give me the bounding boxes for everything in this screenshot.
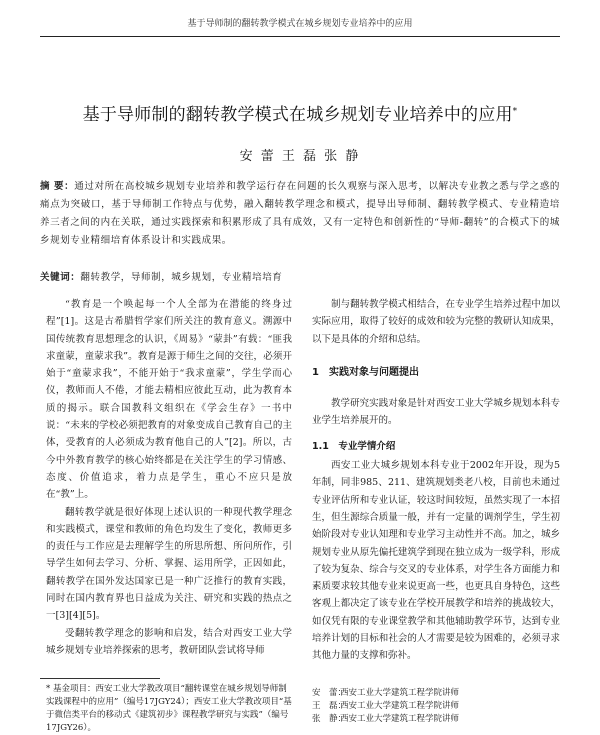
section-heading: 1 实践对象与问题提出 [312,366,419,378]
author-bio: 王 磊：西安工业大学建筑工程学院讲师 [312,701,460,711]
abstract [40,178,560,250]
body-paragraph: 受翻转教学理念的影响和启发，结合对西安工业大学城乡规划专业培养探索的思考，教研团队尝试将导师 [46,627,292,656]
body-paragraph: 教学研究实践对象是针对西安工业大学城乡规划本科专业学生培养展开的。 [312,398,560,427]
subsection-heading: 1.1 专业学情介绍 [312,440,396,452]
title-footnote-mark: * [512,106,518,117]
keywords-text: 翻转教学，导师制，城乡规划，专业精培培育 [80,272,283,283]
keywords [40,270,560,286]
footnote: * 基金项目：西安工业大学教改项目“翻转课堂在城乡规划导师制实践课程中的应用”（编号17JGY24）；西安工业大学教改项目“基于微信类平台的移动式《建筑初步》课程教学研究与实践”（编号17JGY26）。 [46,684,292,733]
abstract-text: 通过对所在高校城乡规划专业培养和教学运行存在问题的长久观察与深入思考，以解决专业教之悉与学之惑的痛点为突破口，基于导师制工作特点与优势，融入翻转教学理念和模式，提导出导师制、翻转教学模式、专业精造培养三者之间的内在关联，通过实践探索和积累形成了具有成效，又有一定特色和创新性的“导师-翻转”的合模式下的城乡规划专业精细培育体系设计和实践成果。 [40,181,560,246]
body-paragraph: 翻转教学就是很好体现上述认识的一种现代教学理念和实践模式，课堂和教师的角色均发生了变化，教师更多的责任与工作应是去理解学生的所思所想、所问所作，引导学生如何去学习、分析、掌握、运用所学，正因如此，翻转教学在国外发达国家已是一种广泛推行的教育实践，同时在国内教育界也日益成为关注、研究和实践的热点之一[3][4][5]。 [46,506,292,622]
keywords-label: 关键词： [40,272,81,283]
body-paragraph: “教育是一个唤起每一个人全部为在潜能的终身过程”[1]。这是古希腊哲学家们所关注的教育意义。溯源中国传统教育思想理念的认识，《周易》“蒙卦”有载：“匪我求童蒙，童蒙求我”。教育是源于师生之间的交往，必须开始于“童蒙求我”，不能开始于“我求童蒙”，学生学而心仪，教师而人不倦，才能去精相应彼此互动，此为教育本质的揭示。联合国教科文组织在《学会生存》一书中说：“未来的学校必须把教育的对象变成自己教育自己的主体，受教育的人必须成为教育他自己的人”[2]。所以，古今中外教育教学的核心始终都是在关注学生的学习情感、态度、价值追求，着力点是学生，重心不应只是放在“教”上。 [46,299,292,501]
title-text: 基于导师制的翻转教学模式在城乡规划专业培养中的应用 [82,105,513,125]
body-paragraph: 西安工业大城乡规划本科专业于2002年开设，现为5年制，同非985、211、建筑规划类老八校，目前也未通过专业评估所和专业认证，较这时间较短，虽然实现了一本招生，但生源综合质量一般，并有一定量的调剂学生，学生初始阶段对专业认知理和专业学习主动性并不高。加之，城乡规划专业从原先偏托建筑学到现在独立成为一级学科，形成了较为复杂、综合与交叉的专业体系，对学生各方面能力和素质要求较其他专业来说更高一些，也更具自身特色，这些客观上都决定了该专业在学校开展教学和培养的挑战较大，如仅凭有限的专业课堂教学和其他辅助教学环节，达到专业培养计划的目标和社会的人才需要是较为困难的，必须寻求其他力量的支撑和弥补。 [312,460,560,662]
author-bios [312,687,560,726]
body-paragraph: 制与翻转教学模式相结合，在专业学生培养过程中加以实际应用，取得了较好的成效和较为完整的教研认知成果，以下是具体的介绍和总结。 [312,299,560,345]
author-bio: 安 蕾：西安工业大学建筑工程学院讲师 [312,688,460,698]
right-column [312,296,560,665]
footnote-rule [40,678,160,679]
author-bio: 张 静：西安工业大学建筑工程学院讲师 [312,714,460,724]
left-column [46,296,292,659]
page-title [40,100,560,125]
authors: 安 蕾 王 磊 张 静 [239,149,361,164]
running-head: 基于导师制的翻转教学模式在城乡规划专业培养中的应用 [187,19,413,29]
header-rule [40,36,560,37]
abstract-label: 摘 要： [40,181,75,192]
